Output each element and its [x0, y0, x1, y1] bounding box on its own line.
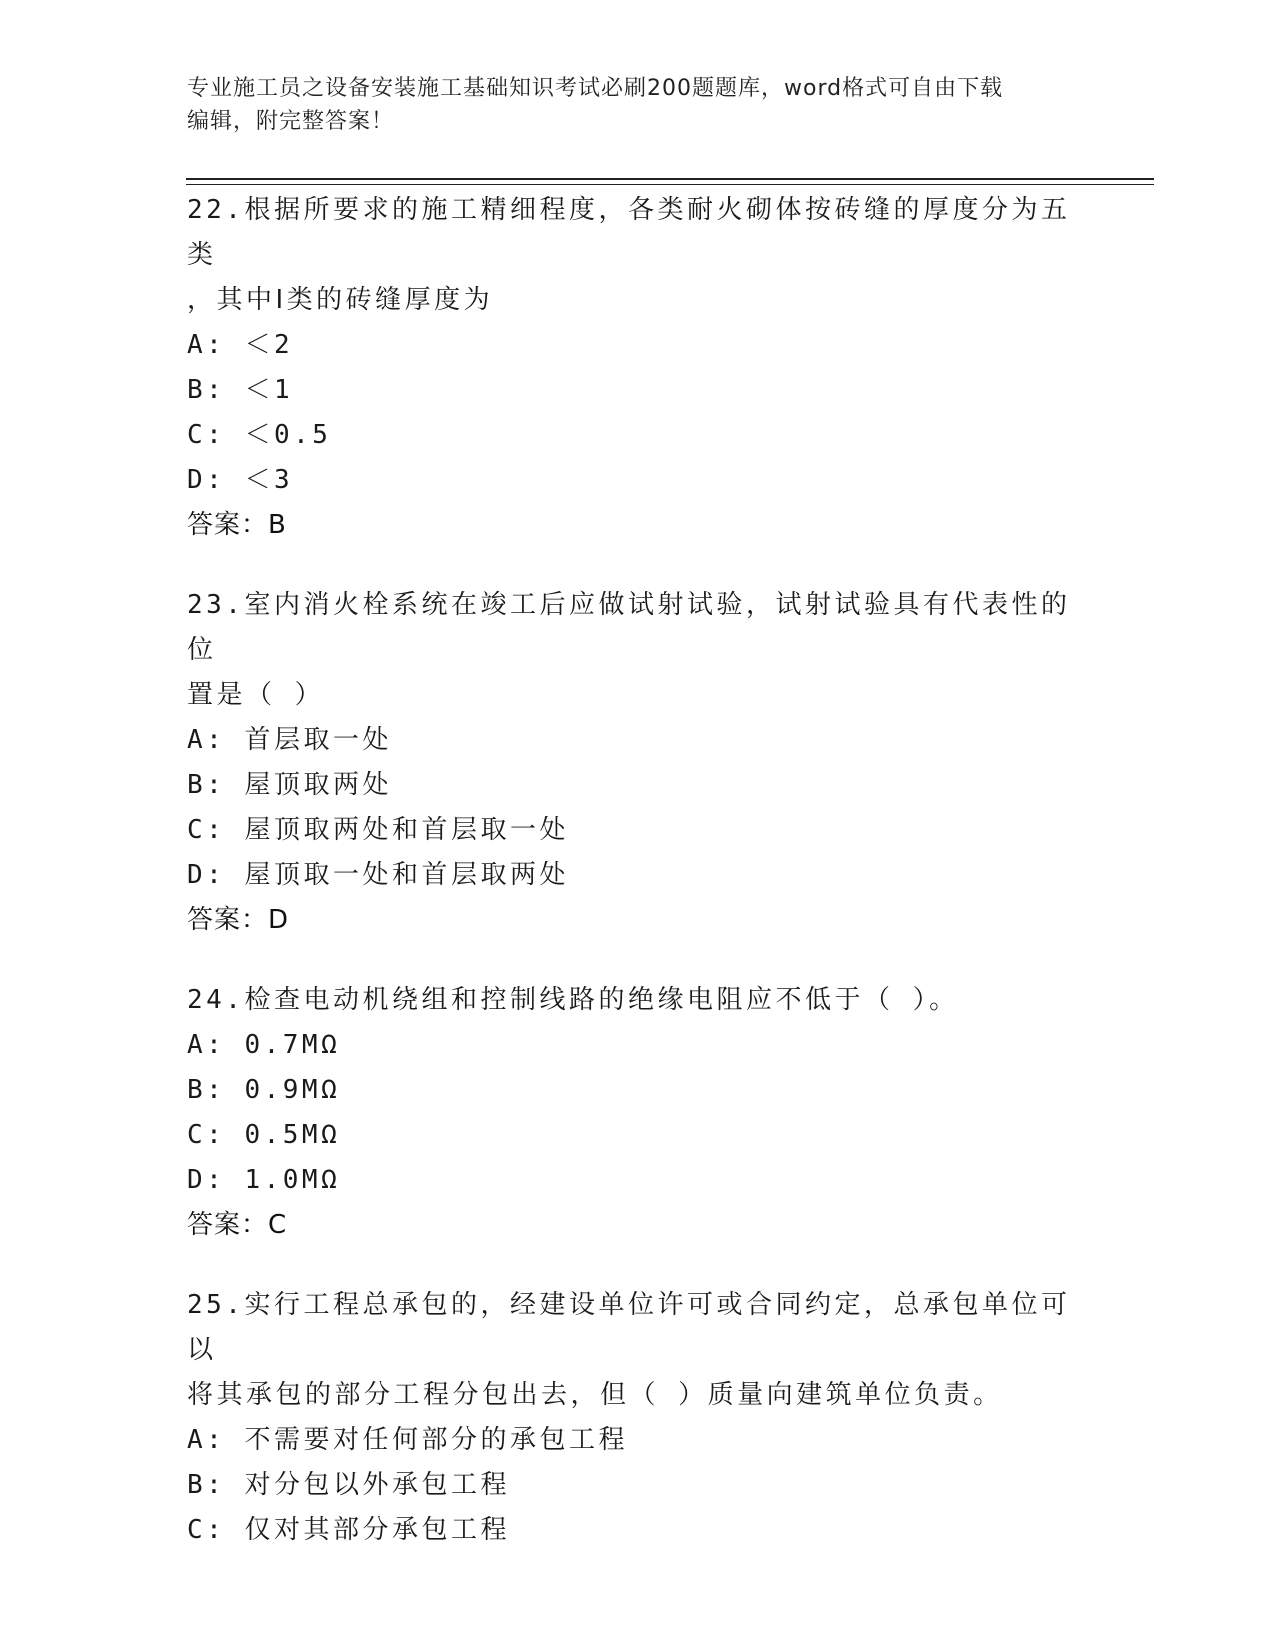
answer: 答案：C	[187, 1210, 288, 1240]
question-text-line-1: 22.根据所要求的施工精细程度，各类耐火砌体按砖缝的厚度分为五类	[187, 195, 1071, 270]
option-c: C: 屋顶取两处和首层取一处	[187, 815, 569, 845]
header-line-2: 编辑，附完整答案！	[187, 109, 395, 134]
option-a: A: ＜2	[187, 330, 294, 360]
document-header	[187, 72, 1087, 138]
option-d: D: 屋顶取一处和首层取两处	[187, 860, 569, 890]
question-22	[187, 188, 1087, 548]
question-text-line-1: 24.检查电动机绕组和控制线路的绝缘电阻应不低于（ ）。	[187, 985, 959, 1015]
option-b: B: 屋顶取两处	[187, 770, 392, 800]
question-text-line-1: 23.室内消火栓系统在竣工后应做试射试验，试射试验具有代表性的位	[187, 590, 1071, 665]
question-23	[187, 583, 1087, 943]
answer: 答案：B	[187, 510, 287, 540]
question-text-line-2: 置是（ ）	[187, 680, 325, 710]
question-24	[187, 978, 1087, 1248]
question-25	[187, 1283, 1087, 1553]
question-text-line-2: 将其承包的部分工程分包出去，但（ ）质量向建筑单位负责。	[187, 1380, 1003, 1410]
option-d: D: 1.0MΩ	[187, 1165, 341, 1195]
question-list	[187, 188, 1087, 1588]
option-b: B: ＜1	[187, 375, 294, 405]
option-a: A: 0.7MΩ	[187, 1030, 341, 1060]
question-text-line-1: 25.实行工程总承包的，经建设单位许可或合同约定，总承包单位可以	[187, 1290, 1071, 1365]
option-b: B: 对分包以外承包工程	[187, 1470, 510, 1500]
option-c: C: 0.5MΩ	[187, 1120, 341, 1150]
option-c: C: ＜0.5	[187, 420, 332, 450]
header-line-1: 专业施工员之设备安装施工基础知识考试必刷200题题库，word格式可自由下载	[187, 76, 1004, 101]
option-a: A: 不需要对任何部分的承包工程	[187, 1425, 628, 1455]
header-divider-thin	[186, 184, 1154, 185]
question-text-line-2: ，其中Ⅰ类的砖缝厚度为	[187, 285, 494, 315]
option-b: B: 0.9MΩ	[187, 1075, 341, 1105]
option-a: A: 首层取一处	[187, 725, 392, 755]
answer: 答案：D	[187, 905, 290, 935]
option-c: C: 仅对其部分承包工程	[187, 1515, 510, 1545]
option-d: D: ＜3	[187, 465, 294, 495]
header-divider-thick	[186, 178, 1154, 180]
